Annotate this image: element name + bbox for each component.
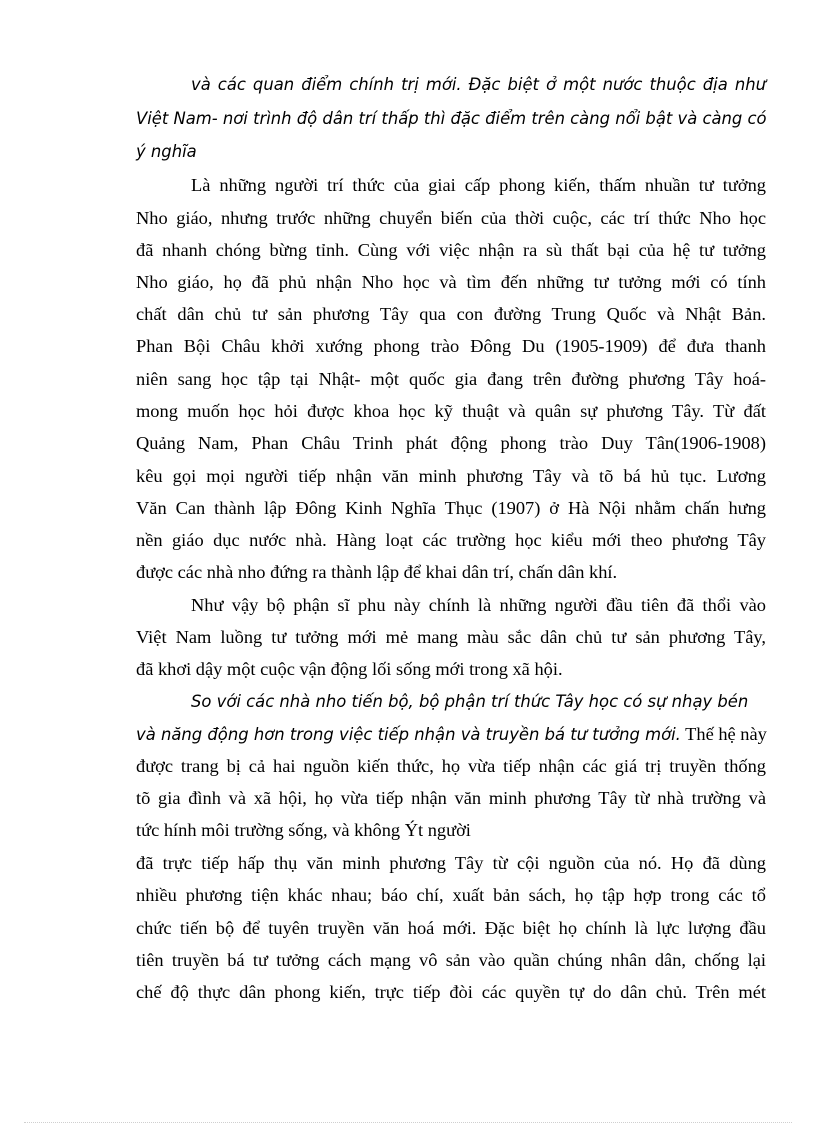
text-line-2: Việt Nam- nơi trình độ dân trí thấp thì đặc điểm trên càng nổi bật và càng có: [136, 109, 767, 128]
text-line-6: đã nhanh chóng bừng tỉnh. Cùng với việc nhận ra sù thất bại của hệ tư tưởng: [136, 240, 766, 260]
text-line-15: nền giáo dục nước nhà. Hàng loạt các trường học kiểu mới theo phương Tây: [136, 530, 766, 550]
text-line-23: tõ gia đình và xã hội, họ vừa tiếp nhận văn minh phương Tây từ nhà trường và: [136, 788, 766, 808]
text-line-22: được trang bị cả hai nguồn kiến thức, họ vừa tiếp nhận các giá trị truyền thống: [136, 756, 766, 776]
text-line-3: ý nghĩa: [136, 142, 197, 161]
text-line-10: niên sang học tập tại Nhật- một quốc gia đang trên đường phương Tây hoá-: [136, 369, 766, 389]
text-line-11: mong muốn học hỏi được khoa học kỹ thuật và quân sự phương Tây. Từ đất: [136, 401, 766, 421]
text-line-28: tiên truyền bá tư tưởng cách mạng vô sản vào quần chúng nhân dân, chống lại: [136, 950, 766, 970]
text-line-21-regular: Thế hệ này: [680, 724, 767, 744]
text-line-12: Quảng Nam, Phan Châu Trinh phát động phong trào Duy Tân(1906-1908): [136, 433, 766, 453]
text-line-5: Nho giáo, nhưng trước những chuyển biến của thời cuộc, các trí thức Nho học: [136, 208, 766, 228]
text-line-26: nhiều phương tiện khác nhau; báo chí, xuất bản sách, họ tập hợp trong các tổ: [136, 885, 766, 905]
text-line-4: Là những người trí thức của giai cấp phong kiến, thấm nhuần tư tưởng: [191, 175, 766, 195]
text-line-14: Văn Can thành lập Đông Kinh Nghĩa Thục (1907) ở Hà Nội nhằm chấn hưng: [136, 498, 766, 518]
text-line-20: So với các nhà nho tiến bộ, bộ phận trí thức Tây học có sự nhạy bén: [191, 692, 749, 711]
text-line-21-italic: và năng động hơn trong việc tiếp nhận và truyền bá tư tưởng mới.: [136, 725, 681, 744]
text-line-21: [136, 722, 766, 746]
text-line-24: tức hính môi trường sống, và không Ýt người: [136, 820, 471, 840]
text-line-25: đã trực tiếp hấp thụ văn minh phương Tây từ cội nguồn của nó. Họ đã dùng: [136, 853, 766, 873]
text-line-1: và các quan điểm chính trị mới. Đặc biệt ở một nước thuộc địa như: [191, 75, 766, 94]
text-line-27: chức tiến bộ để tuyên truyền văn hoá mới. Đặc biệt họ chính là lực lượng đầu: [136, 918, 766, 938]
text-line-13: kêu gọi mọi người tiếp nhận văn minh phương Tây và tõ bá hủ tục. Lương: [136, 466, 766, 486]
text-line-9: Phan Bội Châu khởi xướng phong trào Đông Du (1905-1909) để đưa thanh: [136, 336, 766, 356]
text-line-8: chất dân chủ tư sản phương Tây qua con đường Trung Quốc và Nhật Bản.: [136, 304, 766, 324]
text-line-19: đã khơi dậy một cuộc vận động lối sống mới trong xã hội.: [136, 659, 563, 679]
text-line-18: Việt Nam luồng tư tưởng mới mẻ mang màu sắc dân chủ tư sản phương Tây,: [136, 627, 766, 647]
text-line-7: Nho giáo, họ đã phủ nhận Nho học và tìm đến những tư tưởng mới có tính: [136, 272, 766, 292]
text-line-29: chế độ thực dân phong kiến, trực tiếp đòi các quyền tự do dân chủ. Trên mét: [136, 982, 766, 1002]
text-line-17: Như vậy bộ phận sĩ phu này chính là những người đầu tiên đã thổi vào: [191, 595, 766, 615]
text-line-16: được các nhà nho đứng ra thành lập để khai dân trí, chấn dân khí.: [136, 562, 618, 582]
